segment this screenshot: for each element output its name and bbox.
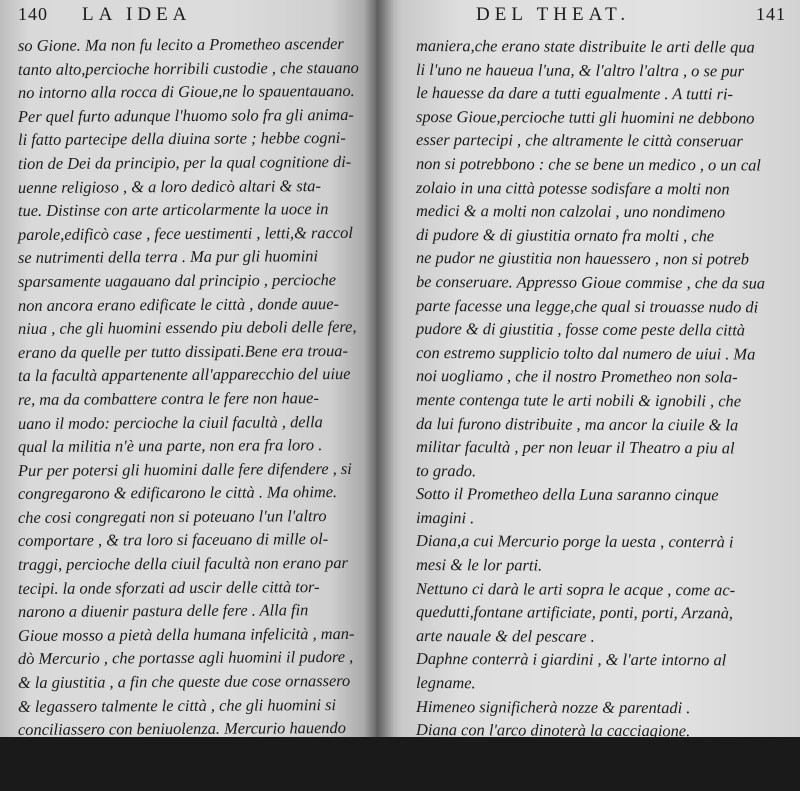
text-line: li fatto partecipe della diuina sorte ; hebbe cogni-	[17, 128, 346, 150]
text-line: imagini .	[415, 507, 475, 528]
text-line: tion de Dei da principio, per la qual cognitione di-	[17, 151, 352, 173]
text-line: narono a diuenir pastura delle fere . Alla fin	[17, 600, 309, 622]
text-line: medici & a molti non calzolai , uno nondimeno	[415, 201, 726, 222]
text-line: spose Gioue,percioche tutti gli huomini ne debbono	[415, 106, 755, 128]
text-line: tue. Distinse con arte articolarmente la uoce in	[17, 199, 329, 221]
text-line: ne pudor ne giustitia non hauessero , non si potreb	[415, 248, 750, 269]
right-page-number: 141	[756, 4, 786, 24]
text-line: qual la militia n'è una parte, non era fra loro .	[17, 435, 323, 457]
text-line: li l'uno ne haueua l'una, & l'altro l'altra , o se pur	[415, 59, 745, 81]
right-page-text	[416, 34, 786, 789]
text-line: conciliassero con beniuolenza. Mercurio hauendo	[17, 718, 346, 740]
text-line: Daphne conterrà i giardini , & l'arte intorno al	[415, 649, 727, 670]
text-line: tanto alto,percioche horribili custodie , che stauano	[17, 57, 359, 79]
text-line: no intorno alla rocca di Gioue,ne lo spauentauano.	[17, 81, 355, 103]
text-line: & la giustitia , a fin che queste due cose ornassero	[17, 671, 351, 693]
text-line: quedutti,fontane artificiate, ponti, porti, Arzanà,	[415, 602, 734, 623]
text-line: zolaio in una città potesse sodisfare a molti non	[415, 177, 730, 198]
text-line: parte facesse una legge,che qual si trouasse nudo di	[415, 295, 759, 317]
text-line: tecipi. la onde sforzati ad uscir delle città tor-	[17, 576, 320, 598]
text-line: esser partecipi , che altramente le città conseruar	[415, 130, 743, 151]
text-line: sparsamente uagauano dal principio , percioche	[17, 269, 337, 291]
left-running-title: LA IDEA	[82, 4, 192, 25]
text-line: dò Mercurio , che portasse agli huomini il pudore ,	[17, 647, 354, 669]
text-line: erano da quelle per tutto dissipati.Bene era troua-	[17, 340, 348, 362]
text-line: dre, se hauea da distribuir questi due doni nella	[17, 765, 333, 787]
text-line: traggi, percioche della ciuil facultà non erano par	[17, 553, 348, 575]
text-line: di pudore & di giustitia ornato fra molti , che	[415, 224, 715, 246]
text-line: re, ma da combattere contra le fere non haue-	[17, 388, 319, 409]
text-line: Sotto il Prometheo di Mercurio saranno sei ima-	[415, 743, 735, 765]
text-line: to grado.	[415, 460, 477, 480]
text-line: mesi & le lor parti.	[415, 555, 543, 575]
left-page-number: 140	[18, 4, 48, 24]
text-line: con estremo supplicio tolto dal numero de uiui . Ma	[415, 342, 756, 364]
text-line: non ancora erano edificate le città , donde auue-	[17, 293, 339, 315]
text-line: Diana con l'arco dinoterà la cacciagione.	[415, 720, 691, 741]
left-page	[0, 0, 376, 787]
text-line: pudore & di giustitia , fosse come peste della città	[415, 319, 746, 340]
text-line: uano il modo: percioche la ciuil facultà , della	[17, 411, 323, 433]
text-line: da lui furono distribuite , ma ancor la ciuile & la	[415, 413, 739, 434]
text-line: comportare , & tra loro si faceuano di mille ol-	[17, 529, 329, 551]
text-line: Gioue mosso a pietà della humana infelicità , man-	[17, 623, 355, 645]
text-line: be conseruare. Appresso Gioue commise , che da sua	[415, 271, 766, 293]
text-line: so Gione. Ma non fu lecito a Prometheo ascender	[17, 34, 344, 55]
text-line: parole,edificò case , fece uestimenti , letti,& raccol	[17, 222, 353, 244]
text-line: gini .	[415, 767, 450, 787]
left-page-text	[18, 34, 366, 789]
left-running-head	[18, 4, 366, 34]
text-line: niua , che gli huomini essendo piu deboli delle fere,	[17, 317, 357, 339]
text-line: maniera,che erano state distribuite le arti delle qua	[415, 36, 755, 57]
text-line: legname.	[415, 673, 476, 693]
text-line: & legassero talmente le città , che gli huomini si	[17, 694, 337, 716]
text-line: Per quel furto adunque l'huomo solo fra gli anima-	[17, 104, 354, 126]
text-line: congregarono & edificarono le città . Ma ohime.	[17, 482, 338, 504]
text-line: ta la facultà appartenente all'apparecchio del uiue	[17, 364, 351, 386]
text-line: noi uogliamo , che il nostro Prometheo non sola-	[415, 366, 738, 387]
text-line: Nettuno ci darà le arti sopra le acque , come ac-	[415, 578, 736, 600]
text-line: mente contenga tute le arti nobili & ignobili , che	[415, 389, 742, 411]
text-line: Diana,a cui Mercurio porge la uesta , conterrà i	[415, 531, 734, 552]
right-running-head	[416, 4, 786, 34]
text-line: non si potrebbono : che se bene un medico , o un cal	[415, 153, 761, 175]
text-line: Himeneo significherà nozze & parentadi .	[415, 696, 691, 717]
text-line: arte nauale & del pescare .	[415, 625, 595, 646]
text-line: Pur per potersi gli huomini dalle fere difendere , si	[17, 458, 352, 480]
text-line: uenne religioso , & a loro dedicò altari & sta-	[17, 175, 321, 197]
text-line: le hauesse da dare a tutti egualmente . A tutti ri-	[415, 83, 734, 104]
text-line: se nutrimenti della terra . Ma pur gli huomini	[17, 246, 319, 268]
right-running-title: DEL THEAT.	[476, 4, 631, 25]
text-line: da portar questi due ornamenti , interrogò il Pa-	[17, 741, 338, 763]
text-line: militar facultà , per non leuar il Theatro a piu al	[415, 437, 735, 458]
right-page	[376, 0, 800, 787]
text-line: che cosi congregati non si poteuano l'un l'altro	[17, 505, 327, 527]
text-line: Sotto il Prometheo della Luna saranno cinque	[415, 484, 719, 505]
